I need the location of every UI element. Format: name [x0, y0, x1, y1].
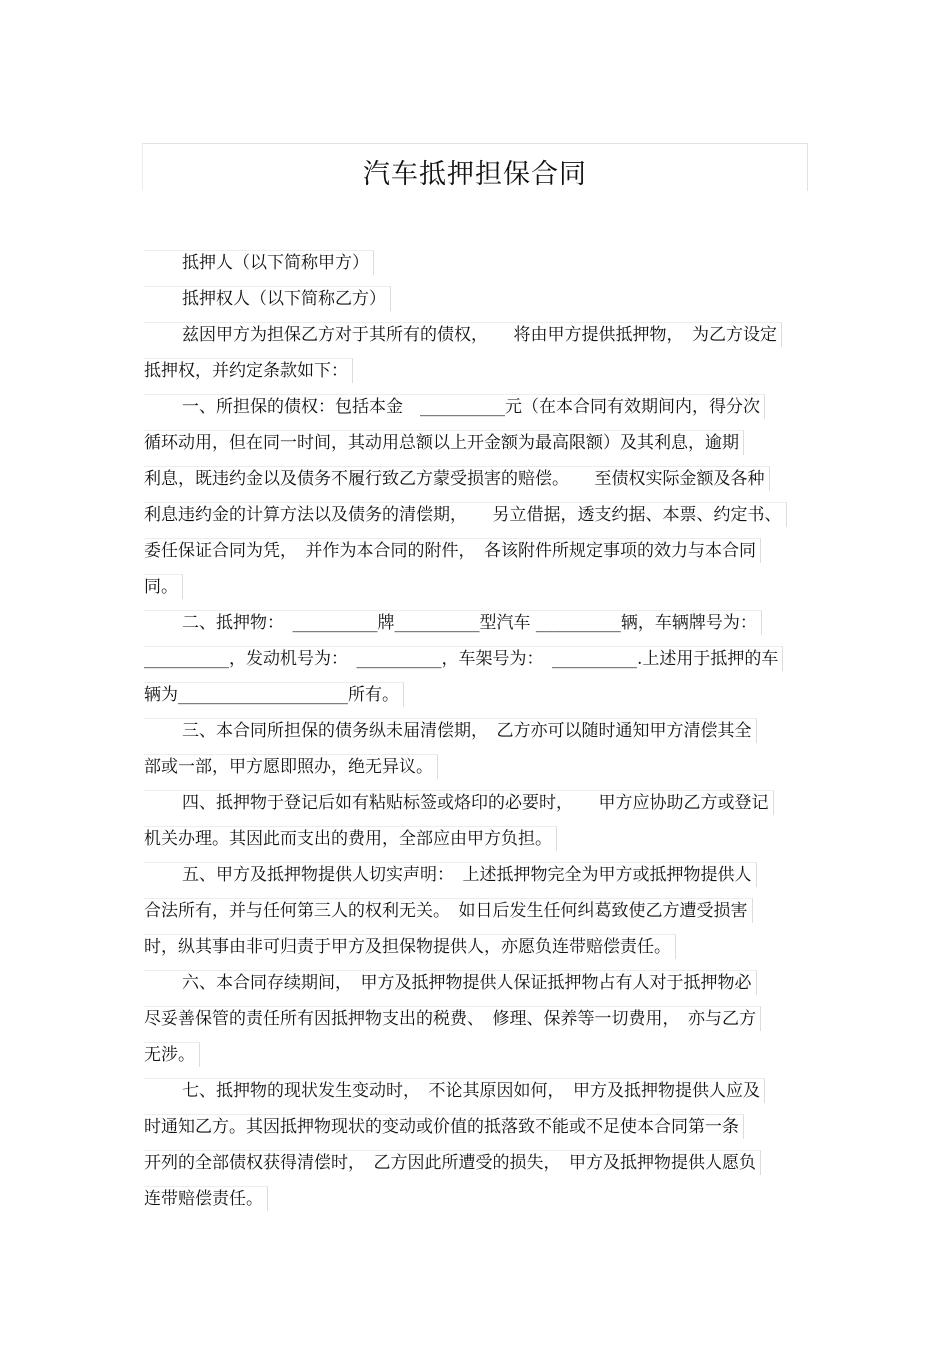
text-line: 连带赔偿责任。 — [144, 1186, 268, 1211]
text-line: 合法所有，并与任何第三人的权利无关。 如日后发生任何纠葛致使乙方遭受损害 — [144, 898, 753, 923]
text-line: 抵押权人（以下简称乙方） — [144, 286, 391, 311]
text-line: 机关办理。其因此而支出的费用，全部应由甲方负担。 — [144, 826, 557, 851]
text-line: 开列的全部债权获得清偿时， 乙方因此所遭受的损失， 甲方及抵押物提供人愿负 — [144, 1150, 761, 1175]
document-title: 汽车抵押担保合同 — [363, 159, 587, 190]
text-line: 部或一部，甲方愿即照办，绝无异议。 — [144, 754, 438, 779]
text-line: 无涉。 — [144, 1042, 200, 1067]
text-line: 兹因甲方为担保乙方对于其所有的债权， 将由甲方提供抵押物， 为乙方设定 — [144, 322, 782, 347]
text-line: 七、抵押物的现状发生变动时， 不论其原因如何， 甲方及抵押物提供人应及 — [144, 1078, 765, 1103]
text-line: 时通知乙方。其因抵押物现状的变动或价值的抵落致不能或不足使本合同第一条 — [144, 1114, 744, 1139]
text-line: 同。 — [144, 574, 183, 599]
text-line: 抵押人（以下简称甲方） — [144, 250, 374, 275]
title-frame — [142, 143, 808, 191]
text-line: 循环动用，但在同一时间，其动用总额以上开金额为最高限额）及其利息，逾期 — [144, 430, 744, 455]
text-line: 尽妥善保管的责任所有因抵押物支出的税费、 修理、保养等一切费用， 亦与乙方 — [144, 1006, 761, 1031]
text-line: 时，纵其事由非可归责于甲方及担保物提供人，亦愿负连带赔偿责任。 — [144, 934, 676, 959]
text-line: __________，发动机号为： __________，车架号为： __________.上述用于抵押的车 — [144, 646, 783, 671]
text-line: 利息，既违约金以及债务不履行致乙方蒙受损害的赔偿。 至债权实际金额及各种 — [144, 466, 770, 491]
text-line: 六、本合同存续期间， 甲方及抵押物提供人保证抵押物占有人对于抵押物必 — [144, 970, 757, 995]
text-line: 利息违约金的计算方法以及债务的清偿期， 另立借据，透支约据、本票、约定书、 — [144, 502, 787, 527]
text-line: 四、抵押物于登记后如有粘贴标签或烙印的必要时， 甲方应协助乙方或登记 — [144, 790, 774, 815]
text-line: 五、甲方及抵押物提供人切实声明： 上述抵押物完全为甲方或抵押物提供人 — [144, 862, 757, 887]
text-line: 辆为____________________所有。 — [144, 682, 404, 707]
text-line: 二、抵押物： __________牌__________型汽车 __________辆，车辆牌号为： — [144, 610, 762, 635]
text-line: 一、所担保的债权：包括本金 __________元（在本合同有效期间内，得分次 — [144, 394, 765, 419]
text-line: 抵押权，并约定条款如下： — [144, 358, 353, 383]
text-line: 委任保证合同为凭， 并作为本合同的附件， 各该附件所规定事项的效力与本合同 — [144, 538, 761, 563]
text-line: 三、本合同所担保的债务纵未届清偿期， 乙方亦可以随时通知甲方清偿其全 — [144, 718, 757, 743]
